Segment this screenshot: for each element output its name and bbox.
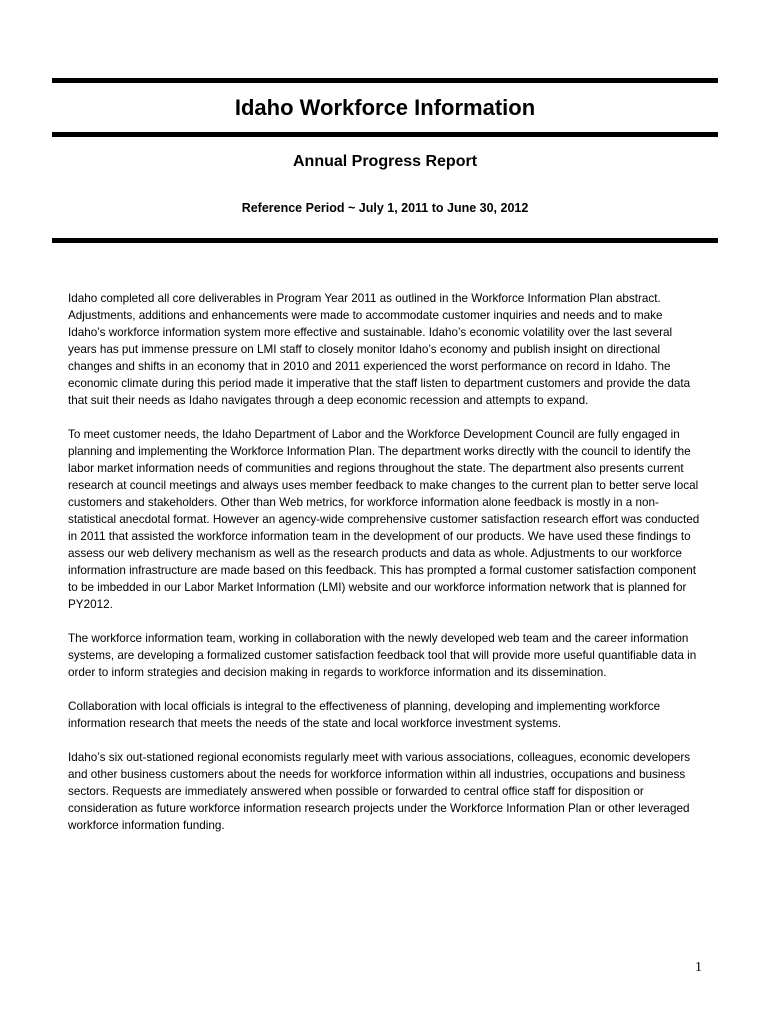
top-rule (52, 78, 718, 83)
document-subtitle: Annual Progress Report (292, 153, 478, 170)
document-title: Idaho Workforce Information (234, 95, 536, 120)
paragraph: Idaho completed all core deliverables in Program Year 2011 as outlined in the Workforce Information Plan abstract. Adjustments, additions and enhancements were made to accommodate customer inquiries and needs and to make Idaho’s workforce information system more effective and sustainable. Idaho’s economic volatility over the last several years has put immense pressure on LMI staff to closely monitor Idaho’s economy and publish insight on directional changes and shifts in an economy that in 2010 and 2011 experienced the worst performance on record in Idaho. The economic climate during this period made it imperative that the staff listen to department customers and provide the data that suit their needs as Idaho navigates through a deep economic recession and attempts to expand. (68, 292, 691, 407)
reference-period: Reference Period ~ July 1, 2011 to June 30, 2012 (241, 201, 529, 215)
header-bottom-rule (52, 238, 718, 243)
paragraph: The workforce information team, working in collaboration with the newly developed web team and the career information systems, are developing a formalized customer satisfaction feedback tool that will provide more useful quantifiable data in order to inform strategies and decision making in regards to workforce information and its dissemination. (68, 632, 697, 679)
title-rule (52, 132, 718, 137)
body-text (68, 290, 702, 851)
paragraph: To meet customer needs, the Idaho Department of Labor and the Workforce Development Council are fully engaged in planning and implementing the Workforce Information Plan. The department works directly with the council to identify the labor market information needs of communities and regions throughout the state. The department also presents current research at council meetings and always uses member feedback to make changes to the current plan to better serve local customers and stakeholders. Other than Web metrics, for workforce information alone feedback is mostly in a non-statistical anecdotal format. However an agency-wide comprehensive customer satisfaction research effort was conducted in 2011 that assisted the workforce information team in the development of our products. We have used these findings to assess our web delivery mechanism as well as the research products and data as whole. Adjustments to our workforce information infrastructure are made based on this feedback. This has prompted a formal customer satisfaction component to be imbedded in our Labor Market Information (LMI) website and our workforce information network that is planned for PY2012. (68, 428, 700, 611)
paragraph: Collaboration with local officials is integral to the effectiveness of planning, developing and implementing workforce information research that meets the needs of the state and local workforce investment systems. (68, 700, 661, 730)
paragraph: Idaho’s six out-stationed regional economists regularly meet with various associations, colleagues, economic developers and other business customers about the needs for workforce information within all industries, occupations and business sectors. Requests are immediately answered when possible or forwarded to central office staff for disposition or consideration as future workforce information research projects under the Workforce Information Plan or other leveraged workforce information funding. (68, 751, 691, 832)
page-number: 1 (695, 960, 702, 975)
